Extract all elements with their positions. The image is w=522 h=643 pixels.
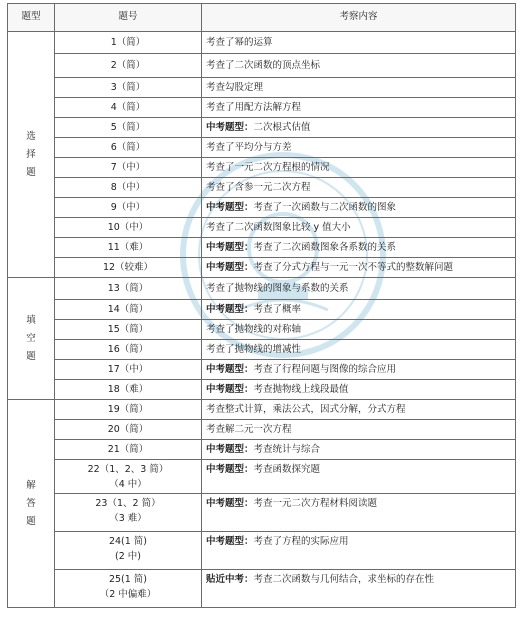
table-row bbox=[8, 360, 516, 380]
exam-type-tag: 中考题型： bbox=[206, 383, 254, 395]
question-number-cell: 6（简） bbox=[55, 138, 202, 158]
content-text: 考查了分式方程与一元一次不等式的整数解问题 bbox=[253, 261, 454, 273]
content-cell bbox=[202, 320, 516, 340]
exam-type-tag: 中考题型： bbox=[206, 121, 254, 133]
table-row bbox=[8, 400, 516, 420]
question-number-cell: 2（简） bbox=[55, 54, 202, 78]
table-row bbox=[8, 258, 516, 278]
table-row bbox=[8, 380, 516, 400]
table-row bbox=[8, 138, 516, 158]
content-cell bbox=[202, 32, 516, 54]
content-text: 考查了抛物线的增减性 bbox=[206, 343, 302, 355]
question-type-label bbox=[26, 128, 36, 182]
content-cell bbox=[202, 138, 516, 158]
content-cell bbox=[202, 98, 516, 118]
question-type-char: 选 bbox=[26, 130, 36, 142]
question-number-cell: 4（简） bbox=[55, 98, 202, 118]
question-type-char: 题 bbox=[26, 166, 36, 178]
table-row bbox=[8, 300, 516, 320]
question-number: 23（1、2 简） bbox=[95, 498, 161, 509]
question-difficulty: （4 中） bbox=[109, 479, 147, 490]
question-difficulty: （3 难） bbox=[109, 513, 147, 524]
content-cell bbox=[202, 570, 516, 608]
question-type-char: 题 bbox=[26, 350, 36, 362]
question-number-cell: 18（难） bbox=[55, 380, 202, 400]
question-number-cell bbox=[55, 532, 202, 570]
content-cell bbox=[202, 238, 516, 258]
content-cell bbox=[202, 400, 516, 420]
exam-type-tag: 中考题型： bbox=[206, 201, 254, 213]
content-text: 考查了含参一元二次方程 bbox=[206, 181, 311, 193]
question-number-cell: 14（简） bbox=[55, 300, 202, 320]
exam-type-tag: 贴近中考： bbox=[206, 574, 254, 585]
question-type-label bbox=[26, 312, 36, 366]
table-row bbox=[8, 532, 516, 570]
question-number-cell: 21（简） bbox=[55, 440, 202, 460]
question-number-cell: 7（中） bbox=[55, 158, 202, 178]
question-number-cell: 8（中） bbox=[55, 178, 202, 198]
exam-type-tag: 中考题型： bbox=[206, 261, 254, 273]
table-row bbox=[8, 32, 516, 54]
exam-analysis-table bbox=[7, 3, 516, 608]
table-row bbox=[8, 440, 516, 460]
table-row bbox=[8, 420, 516, 440]
question-number-cell: 12（较难） bbox=[55, 258, 202, 278]
content-cell bbox=[202, 340, 516, 360]
content-cell bbox=[202, 158, 516, 178]
question-number-cell: 13（简） bbox=[55, 278, 202, 300]
content-cell bbox=[202, 532, 516, 570]
content-text: 考查了二次函数的顶点坐标 bbox=[206, 59, 321, 71]
question-type-char: 空 bbox=[26, 332, 36, 344]
content-text: 考查统计与综合 bbox=[253, 443, 321, 455]
content-text: 考查了一元二次方程根的情况 bbox=[206, 161, 330, 173]
content-text: 考查了方程的实际应用 bbox=[253, 536, 349, 547]
question-number-cell: 1（简） bbox=[55, 32, 202, 54]
table-row bbox=[8, 494, 516, 532]
question-number-cell: 9（中） bbox=[55, 198, 202, 218]
question-type-char: 解 bbox=[26, 479, 36, 491]
content-cell bbox=[202, 460, 516, 494]
question-type-cell bbox=[8, 32, 55, 278]
content-text: 考查解二元一次方程 bbox=[206, 423, 292, 435]
exam-type-tag: 中考题型： bbox=[206, 363, 254, 375]
table-row bbox=[8, 118, 516, 138]
question-type-label bbox=[26, 477, 36, 531]
table-row bbox=[8, 198, 516, 218]
content-text: 考查一元二次方程材料阅读题 bbox=[253, 498, 378, 509]
content-text: 考查函数探究题 bbox=[253, 464, 321, 475]
question-number-cell: 3（简） bbox=[55, 78, 202, 98]
content-cell bbox=[202, 198, 516, 218]
table-row bbox=[8, 460, 516, 494]
content-cell bbox=[202, 300, 516, 320]
question-number-cell: 16（简） bbox=[55, 340, 202, 360]
content-cell bbox=[202, 380, 516, 400]
question-type-cell bbox=[8, 278, 55, 400]
question-number-cell: 11（难） bbox=[55, 238, 202, 258]
content-text: 考查了用配方法解方程 bbox=[206, 101, 302, 113]
table-row bbox=[8, 218, 516, 238]
question-number-cell bbox=[55, 494, 202, 532]
exam-type-tag: 中考题型： bbox=[206, 303, 254, 315]
content-text: 考查了一次函数与二次函数的图象 bbox=[253, 201, 397, 213]
content-text: 考查抛物线上线段最值 bbox=[253, 383, 349, 395]
table-row bbox=[8, 238, 516, 258]
content-cell bbox=[202, 118, 516, 138]
content-text: 考查整式计算，乘法公式，因式分解，分式方程 bbox=[206, 403, 406, 415]
exam-type-tag: 中考题型： bbox=[206, 241, 254, 253]
question-type-char: 填 bbox=[26, 314, 36, 326]
table-row bbox=[8, 278, 516, 300]
table-row bbox=[8, 54, 516, 78]
content-cell bbox=[202, 78, 516, 98]
content-cell bbox=[202, 258, 516, 278]
question-type-cell bbox=[8, 400, 55, 608]
content-text: 考查了二次函数图象比较 y 值大小 bbox=[206, 221, 351, 233]
content-text: 考查了二次函数图象各系数的关系 bbox=[253, 241, 397, 253]
content-cell bbox=[202, 178, 516, 198]
content-cell bbox=[202, 494, 516, 532]
content-cell bbox=[202, 54, 516, 78]
content-text: 考查了平均分与方差 bbox=[206, 141, 292, 153]
exam-type-tag: 中考题型： bbox=[206, 443, 254, 455]
header-type: 题型 bbox=[8, 4, 55, 32]
exam-type-tag: 中考题型： bbox=[206, 464, 254, 475]
table-row bbox=[8, 570, 516, 608]
header-number: 题号 bbox=[55, 4, 202, 32]
table-row bbox=[8, 98, 516, 118]
content-text: 考查了抛物线的图象与系数的关系 bbox=[206, 282, 349, 294]
question-number-cell: 19（简） bbox=[55, 400, 202, 420]
content-cell bbox=[202, 218, 516, 238]
question-number: 24(1 简) bbox=[108, 536, 148, 547]
question-type-char: 题 bbox=[26, 515, 36, 527]
content-text: 二次根式估值 bbox=[253, 121, 311, 133]
question-number: 22（1、2、3 简） bbox=[87, 464, 169, 475]
content-text: 考查二次函数与几何结合，求坐标的存在性 bbox=[253, 574, 435, 585]
question-number-cell: 20（简） bbox=[55, 420, 202, 440]
content-cell bbox=[202, 440, 516, 460]
header-row bbox=[8, 4, 516, 32]
exam-type-tag: 中考题型： bbox=[206, 536, 254, 547]
content-text: 考查了概率 bbox=[253, 303, 302, 315]
question-number-cell: 15（简） bbox=[55, 320, 202, 340]
table-row bbox=[8, 320, 516, 340]
question-difficulty: （2 中偏难） bbox=[99, 589, 157, 600]
question-difficulty: (2 中) bbox=[115, 551, 141, 562]
content-text: 考查勾股定理 bbox=[206, 81, 264, 93]
question-number-cell bbox=[55, 570, 202, 608]
question-type-char: 择 bbox=[26, 148, 36, 160]
table-row bbox=[8, 340, 516, 360]
question-number-cell: 5（简） bbox=[55, 118, 202, 138]
content-cell bbox=[202, 278, 516, 300]
question-number-cell: 17（中） bbox=[55, 360, 202, 380]
content-text: 考查了行程问题与图像的综合应用 bbox=[253, 363, 397, 375]
question-number-cell bbox=[55, 460, 202, 494]
question-number-cell: 10（中） bbox=[55, 218, 202, 238]
table-row bbox=[8, 178, 516, 198]
content-cell bbox=[202, 360, 516, 380]
content-text: 考查了抛物线的对称轴 bbox=[206, 323, 302, 335]
question-type-char: 答 bbox=[26, 497, 36, 509]
table-row bbox=[8, 158, 516, 178]
exam-type-tag: 中考题型： bbox=[206, 498, 254, 509]
table-row bbox=[8, 78, 516, 98]
question-number: 25(1 简) bbox=[108, 574, 148, 585]
content-text: 考查了幂的运算 bbox=[206, 36, 273, 48]
content-cell bbox=[202, 420, 516, 440]
header-content: 考察内容 bbox=[202, 4, 516, 32]
